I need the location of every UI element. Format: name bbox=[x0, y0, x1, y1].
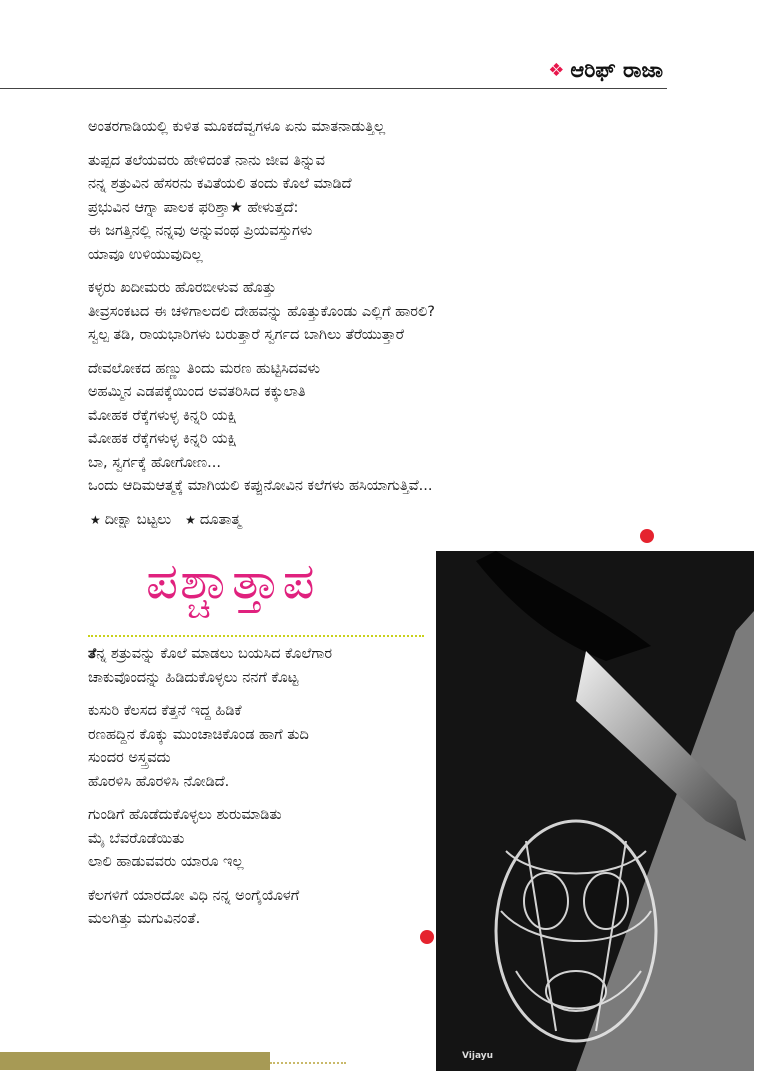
diamond-bullet-icon: ❖ bbox=[548, 60, 565, 81]
knife-and-face-artwork bbox=[436, 551, 754, 1071]
stanza bbox=[88, 643, 428, 690]
poem-line: ಕೆಲಗಳಿಗೆ ಯಾರದೋ ವಿಧಿ ನನ್ನ ಅಂಗೈಯೊಳಗೆ bbox=[88, 887, 300, 904]
poem-line: ಬಾ, ಸ್ವರ್ಗಕ್ಕೆ ಹೋಗೋಣ... bbox=[88, 454, 221, 471]
poem-line: ಅಹಮ್ಮಿನ ಎಡಪಕ್ಕೆಯಿಂದ ಅವತರಿಸಿದ ಕಕ್ಕುಲಾತಿ bbox=[88, 384, 306, 400]
header-divider bbox=[0, 88, 667, 89]
poem-line: ಮಲಗಿತ್ತು ಮಗುವಿನಂತೆ. bbox=[88, 911, 201, 927]
footnote-text: ದೀಕ್ಷಾ ಬಟ್ಟಲು bbox=[104, 512, 172, 528]
poem-line: ಮೋಹಕ ರೆಕ್ಕೆಗಳುಳ್ಳ ಕಿನ್ನರಿ ಯಕ್ಷಿ bbox=[88, 431, 237, 447]
poem-line: ಗುಂಡಿಗೆ ಹೊಡೆದುಕೊಳ್ಳಲು ಶುರುಮಾಡಿತು bbox=[88, 807, 282, 823]
stanza bbox=[88, 885, 428, 932]
stanza bbox=[88, 116, 558, 140]
poem-line: ಕಳ್ಳರು ಖದೀಮರು ಹೊರಬೀಳುವ ಹೊತ್ತು bbox=[88, 280, 277, 296]
stanza bbox=[88, 700, 428, 794]
poem-line: ಕುಸುರಿ ಕೆಲಸದ ಕೆತ್ತನೆ ಇದ್ದ ಹಿಡಿಕೆ bbox=[88, 703, 242, 719]
poem-line: ದೇವಲೋಕದ ಹಣ್ಣು ತಿಂದು ಮರಣ ಹುಟ್ಟಿಸಿದವಳು bbox=[88, 360, 321, 377]
footnote-text: ದೂತಾತ್ಮ bbox=[199, 512, 242, 528]
stanza bbox=[88, 277, 558, 348]
title-dotted-underline bbox=[88, 635, 424, 637]
poem-line bbox=[88, 643, 428, 667]
poem-line: ಯಾವೂ ಉಳಿಯುವುದಿಲ್ಲ bbox=[88, 246, 203, 263]
poem-line: ಈ ಜಗತ್ತಿನಲ್ಲಿ ನನ್ನವು ಅನ್ನುವಂಥ ಪ್ರಿಯವಸ್ತುಗಳು bbox=[88, 223, 313, 239]
poem-line: ಸುಂದರ ಅಸ್ತ್ರವದು bbox=[88, 750, 171, 766]
footer-dotted-line bbox=[270, 1062, 346, 1064]
poem-line: ನನ್ನ ಶತ್ರುವಿನ ಹೆಸರನು ಕವಿತೆಯಲಿ ತಂದು ಕೊಲೆ ಮಾಡಿದೆ bbox=[88, 176, 352, 192]
poem-line: ಒಂದು ಆದಿಮಆತ್ಮಕ್ಕೆ ಮಾಗಿಯಲಿ ಕಪ್ಪುನೋವಿನ ಕಲೆಗಳು ಹಸಿಯಾಗುತ್ತಿವೆ... bbox=[88, 478, 433, 494]
poem-line: ತೀವ್ರಸಂಕಟದ ಈ ಚಳಿಗಾಲದಲಿ ದೇಹವನ್ನು ಹೊತ್ತುಕೊಂಡು ಎಲ್ಲಿಗೆ ಹಾರಲಿ? bbox=[88, 303, 435, 320]
poem-line: ಚಾಕುವೊಂದನ್ನು ಹಿಡಿದುಕೊಳ್ಳಲು ನನಗೆ ಕೊಟ್ಟ bbox=[88, 669, 299, 686]
poem-line: ಮೈ ಬೆವರೊಡೆಯಿತು bbox=[88, 830, 185, 847]
artist-signature: Vijayu bbox=[462, 1051, 494, 1061]
drop-letter: ತೆ bbox=[88, 646, 97, 662]
poem-line: ಲಾಲಿ ಹಾಡುವವರು ಯಾರೂ ಇಲ್ಲ bbox=[88, 854, 244, 870]
poem-line: ಸ್ವಲ್ಪ ತಡಿ, ರಾಯಭಾರಿಗಳು ಬರುತ್ತಾರೆ ಸ್ವರ್ಗದ ಬಾಗಿಲು ತೆರೆಯುತ್ತಾರೆ bbox=[88, 327, 405, 343]
poem-line: ಮೋಹಕ ರೆಕ್ಕೆಗಳುಳ್ಳ ಕಿನ್ನರಿ ಯಕ್ಷಿ bbox=[88, 407, 237, 424]
author-name: ಆರಿಫ್ ರಾಜಾ bbox=[570, 58, 663, 82]
poem-line: ತುಪ್ಪದ ತಲೆಯವರು ಹೇಳಿದಂತೆ ನಾನು ಜೀವ ತಿನ್ನುವ bbox=[88, 152, 325, 169]
poem-line: ಪ್ರಭುವಿನ ಆಗ್ನಾ ಪಾಲಕ ಫರಿಶ್ತಾ★ ಹೇಳುತ್ತದೆ: bbox=[88, 199, 299, 216]
footnote-item bbox=[185, 512, 241, 528]
star-icon: ★ bbox=[185, 513, 196, 527]
star-icon: ★ bbox=[90, 513, 101, 527]
footnotes bbox=[90, 512, 241, 528]
author-heading bbox=[548, 58, 663, 83]
poem-title: ಪಶ್ಚಾತ್ತಾಪ bbox=[146, 552, 317, 610]
poem-line: ರಣಹದ್ದಿನ ಕೊಕ್ಕು ಮುಂಚಾಚಿಕೊಂಡ ಹಾಗೆ ತುದಿ bbox=[88, 726, 309, 743]
stanza bbox=[88, 150, 558, 268]
footer-bar bbox=[0, 1052, 270, 1070]
artwork-illustration bbox=[436, 551, 754, 1071]
first-line-text: ನ್ನ ಶತ್ರುವನ್ನು ಕೊಲೆ ಮಾಡಲು ಬಯಸಿದ ಕೊಲೆಗಾರ bbox=[96, 646, 333, 662]
stanza bbox=[88, 358, 558, 499]
red-dot-ornament bbox=[640, 529, 654, 543]
stanza bbox=[88, 804, 428, 875]
poem-line: ಹೊರಳಿಸಿ ಹೊರಳಿಸಿ ನೋಡಿದೆ. bbox=[88, 773, 230, 790]
poem-two bbox=[88, 643, 428, 942]
footnote-item bbox=[90, 512, 171, 528]
poem-one bbox=[88, 116, 558, 509]
poem-line: ಅಂತರಗಾಡಿಯಲ್ಲಿ ಕುಳಿತ ಮೂಕದೆವ್ವಗಳೂ ಏನು ಮಾತನಾಡುತ್ತಿಲ್ಲ bbox=[88, 119, 386, 135]
